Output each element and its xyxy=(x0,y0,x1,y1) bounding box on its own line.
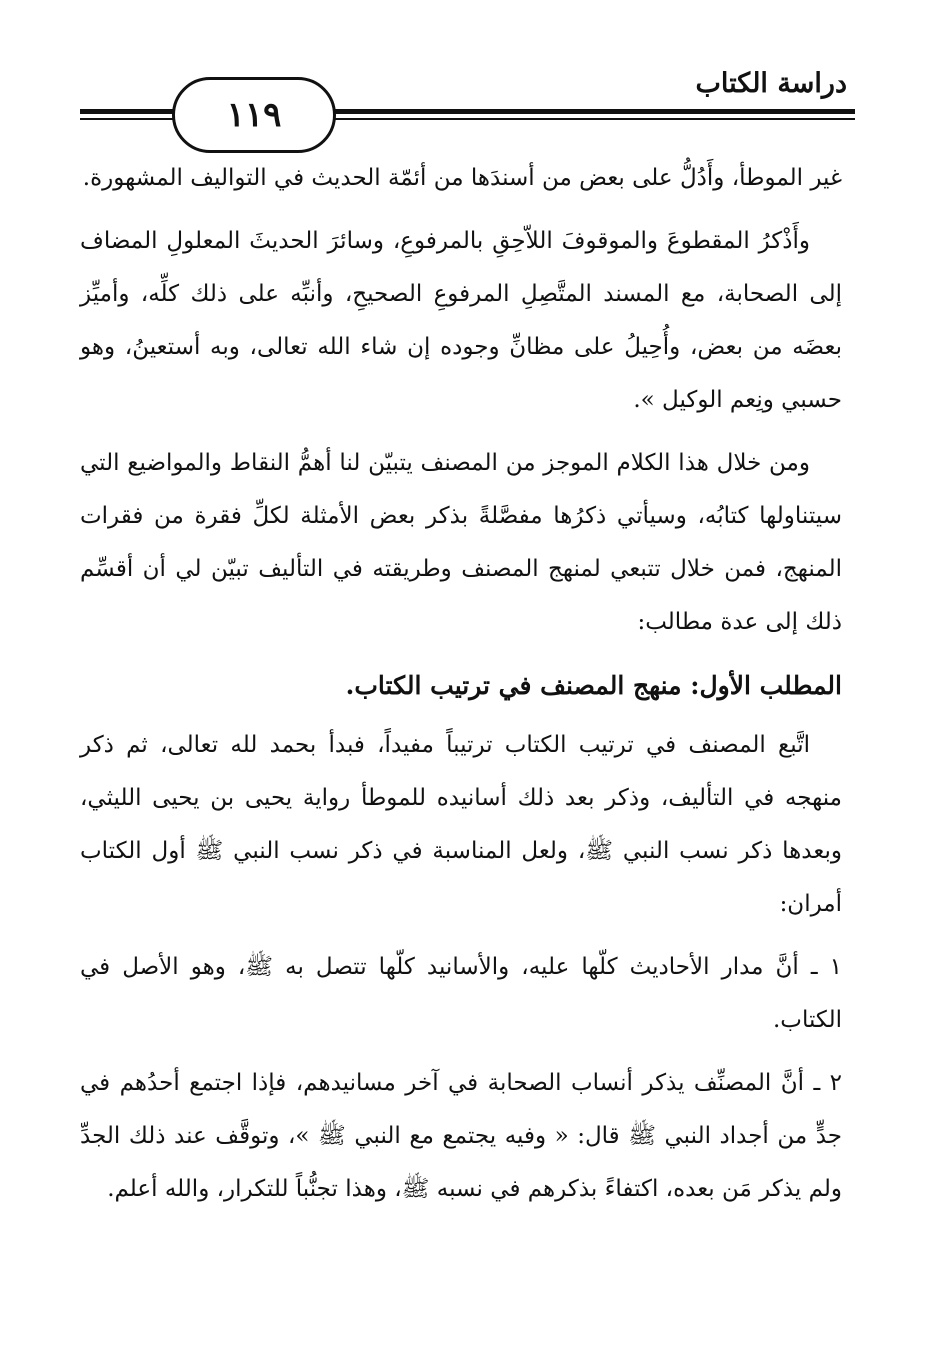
paragraph: اتَّبع المصنف في ترتيب الكتاب ترتيباً مفيداً، فبدأ بحمد لله تعالى، ثم ذكر منهجه في التأليف، وذكر بعد ذلك أسانيده للموطأ رواية يحيى بن يحيى الليثي، وبعدها ذكر نسب النبي ﷺ، ولعل المناسبة في ذكر نسب النبي ﷺ أول الكتاب أمران: xyxy=(80,732,842,917)
body-text xyxy=(80,152,842,1216)
list-item: ٢ ـ أنَّ المصنِّف يذكر أنساب الصحابة في آخر مسانيدهم، فإذا اجتمع أحدُهم في جدٍّ من أجداد النبي ﷺ قال: « وفيه يجتمع مع النبي ﷺ »، وتوقَّف عند ذلك الجدِّ ولم يذكر مَن بعده، اكتفاءً بذكرهم في نسبه ﷺ، وهذا تجنُّباً للتكرار، والله أعلم. xyxy=(80,1070,842,1202)
section-heading: المطلب الأول: منهج المصنف في ترتيب الكتاب. xyxy=(345,671,842,700)
paragraph: ومن خلال هذا الكلام الموجز من المصنف يتبيّن لنا أهمُّ النقاط والمواضيع التي سيتناولها كتابُه، وسيأتي ذكرُها مفصَّلةً بذكر بعض الأمثلة لكلِّ فقرة من فقرات المنهج، فمن خلال تتبعي لمنهج المصنف وطريقته في التأليف تبيّن لي أن أقسِّم ذلك إلى عدة مطالب: xyxy=(80,450,842,635)
running-title: دراسة الكتاب xyxy=(695,68,847,99)
page-number: ١١٩ xyxy=(172,77,336,153)
paragraph: غير الموطأ، وأَدُلُّ على بعض من أسندَها من أئمّة الحديث في التواليف المشهورة. xyxy=(82,165,842,191)
page-header xyxy=(80,62,855,142)
list-item: ١ ـ أنَّ مدار الأحاديث كلّها عليه، والأسانيد كلّها تتصل به ﷺ، وهو الأصل في الكتاب. xyxy=(80,954,842,1033)
paragraph: وأَذْكرُ المقطوعَ والموقوفَ اللاّحِقِ بالمرفوعِ، وسائرَ الحديثَ المعلولِ المضاف إلى الصحابة، مع المسند المتَّصِلِ المرفوعِ الصحيحِ، وأنبِّه على ذلك كلِّه، وأميِّز بعضَه من بعض، وأُحِيلُ على مظانِّ وجوده إن شاء الله تعالى، وبه أستعينُ، وهو حسبي ونِعم الوكيل ». xyxy=(80,228,842,413)
